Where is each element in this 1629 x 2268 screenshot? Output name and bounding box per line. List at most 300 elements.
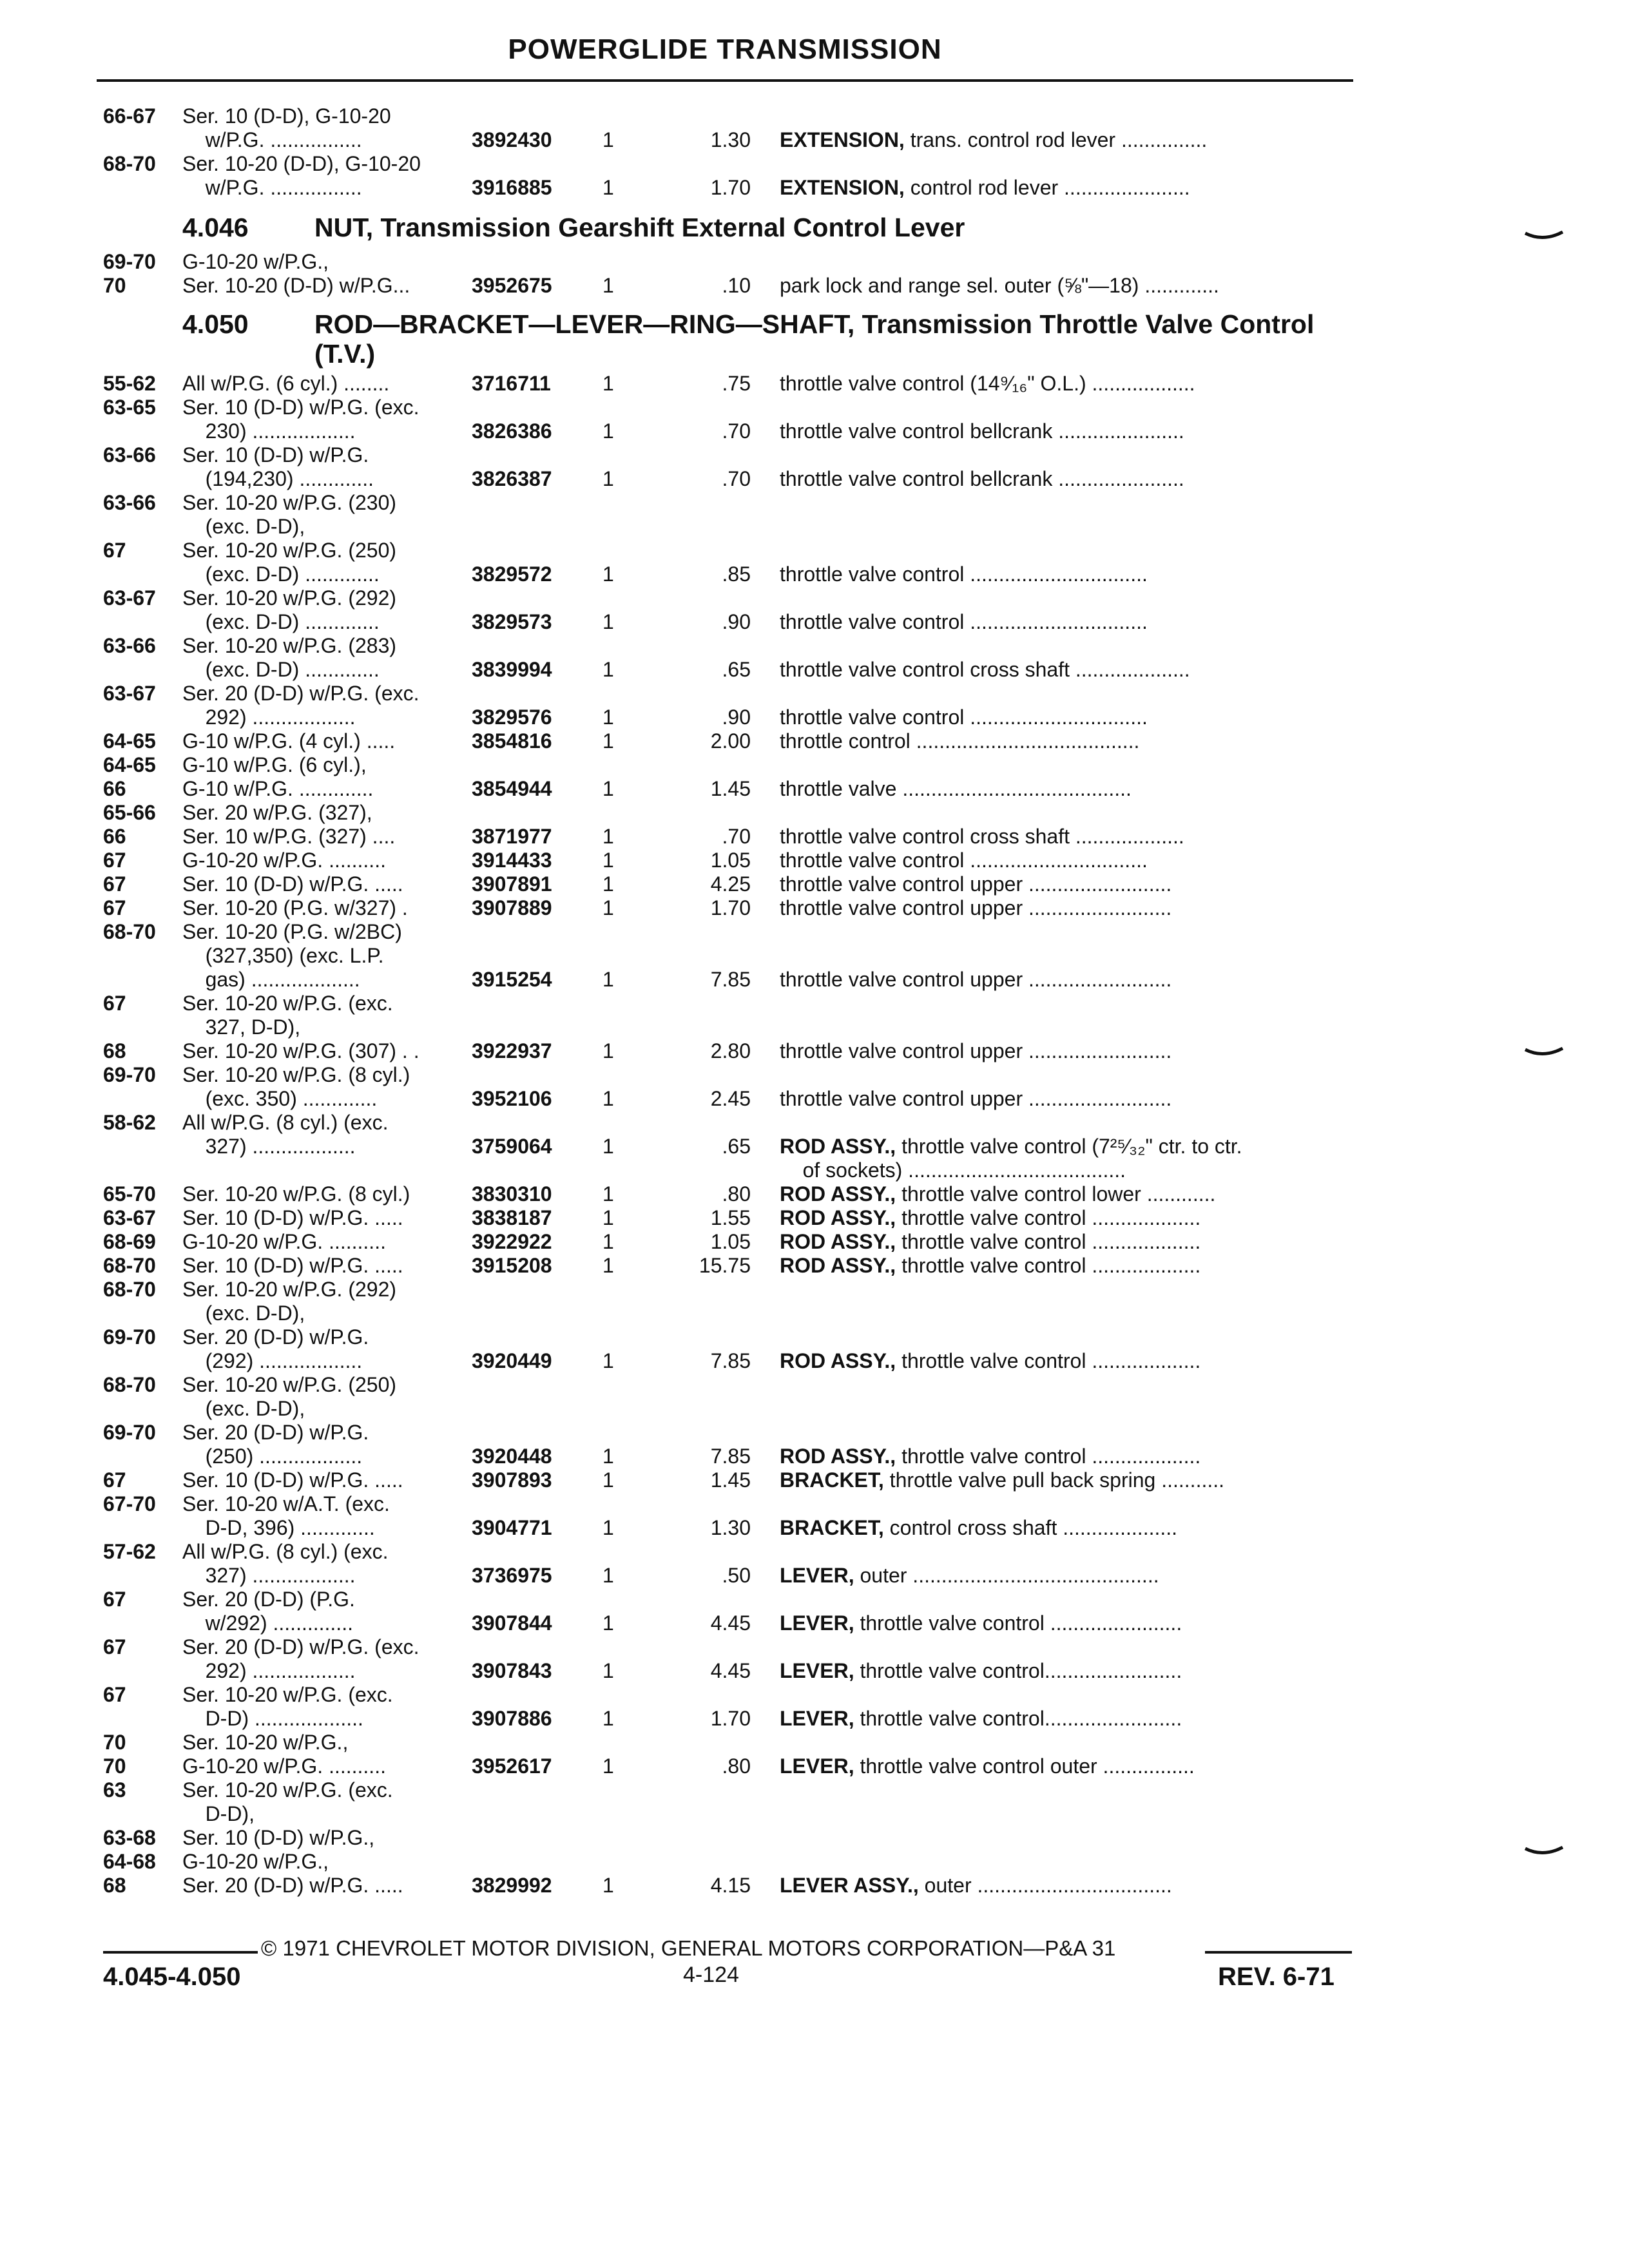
part-description xyxy=(780,1087,1347,1111)
model-application: Ser. 20 (D-D) (P.G. xyxy=(182,1588,355,1611)
price: 4.45 xyxy=(710,1659,751,1682)
description-text: throttle valve control bellcrank ...................... xyxy=(780,419,1184,443)
model-application: All w/P.G. (6 cyl.) ........ xyxy=(182,372,390,395)
quantity: 1 xyxy=(602,825,614,848)
model-application: Ser. 20 (D-D) w/P.G. (exc. xyxy=(182,682,419,705)
model-years: 63-67 xyxy=(103,586,156,610)
part-description xyxy=(780,1754,1347,1778)
price: 4.15 xyxy=(710,1874,751,1897)
part-number: 3759064 xyxy=(472,1135,552,1158)
part-description xyxy=(780,658,1347,682)
model-application: (exc. 350) ............. xyxy=(182,1087,378,1110)
model-years: 63-68 xyxy=(103,1826,156,1849)
price: 1.30 xyxy=(710,1516,751,1539)
model-years: 66 xyxy=(103,777,126,800)
description-text: throttle valve control upper ......................... xyxy=(780,1039,1172,1062)
quantity: 1 xyxy=(602,968,614,991)
model-application: Ser. 10-20 w/P.G. (8 cyl.) xyxy=(182,1182,410,1206)
model-years: 55-62 xyxy=(103,372,156,395)
footer-copyright: © 1971 CHEVROLET MOTOR DIVISION, GENERAL MOTORS CORPORATION—P&A 31 xyxy=(261,1936,1116,1960)
quantity: 1 xyxy=(602,562,614,586)
model-application: Ser. 10-20 w/P.G. (8 cyl.) xyxy=(182,1063,410,1086)
price: .85 xyxy=(722,562,751,586)
model-years: 68-70 xyxy=(103,152,156,175)
model-years: 68-70 xyxy=(103,1373,156,1396)
part-description xyxy=(780,1039,1347,1063)
part-number: 3914433 xyxy=(472,849,552,872)
model-application: G-10 w/P.G. (6 cyl.), xyxy=(182,753,367,776)
model-years: 64-68 xyxy=(103,1850,156,1873)
section-number: 4.050 xyxy=(182,309,249,339)
model-application: Ser. 10-20 w/P.G., xyxy=(182,1731,349,1754)
model-application: (194,230) ............. xyxy=(182,467,374,490)
price: 1.70 xyxy=(710,896,751,919)
quantity: 1 xyxy=(602,1874,614,1897)
part-name: ROD ASSY., xyxy=(780,1135,896,1158)
model-years: 67 xyxy=(103,849,126,872)
model-application: Ser. 20 (D-D) w/P.G. xyxy=(182,1325,369,1349)
quantity: 1 xyxy=(602,467,614,490)
quantity: 1 xyxy=(602,1230,614,1253)
description-text: throttle valve control lower ............ xyxy=(896,1182,1216,1206)
description-text: throttle valve control ................... xyxy=(896,1445,1201,1468)
model-application: Ser. 10 (D-D) w/P.G. (exc. xyxy=(182,396,419,419)
model-years: 67 xyxy=(103,1588,126,1611)
price: .80 xyxy=(722,1754,751,1778)
part-description xyxy=(780,1611,1347,1635)
model-application: Ser. 10-20 (D-D) w/P.G... xyxy=(182,274,410,297)
part-number: 3829576 xyxy=(472,706,552,729)
part-description xyxy=(780,1516,1347,1540)
description-text: throttle valve control........................ xyxy=(854,1659,1182,1682)
model-years: 63-67 xyxy=(103,682,156,705)
model-years: 69-70 xyxy=(103,1421,156,1444)
quantity: 1 xyxy=(602,176,614,199)
part-number: 3920449 xyxy=(472,1349,552,1372)
model-application: Ser. 10-20 (D-D), G-10-20 xyxy=(182,152,421,175)
part-name: EXTENSION, xyxy=(780,176,905,199)
footer-section-range: 4.045-4.050 xyxy=(103,1963,241,1991)
part-number: 3907843 xyxy=(472,1659,552,1682)
margin-tick-mark xyxy=(1524,1846,1564,1859)
quantity: 1 xyxy=(602,896,614,919)
page-title: POWERGLIDE TRANSMISSION xyxy=(508,34,942,65)
model-application: (292) .................. xyxy=(182,1349,363,1372)
model-application: G-10-20 w/P.G., xyxy=(182,1850,329,1873)
part-name: LEVER, xyxy=(780,1659,854,1682)
part-number: 3839994 xyxy=(472,658,552,681)
description-text: trans. control rod lever ............... xyxy=(904,128,1208,151)
model-application: Ser. 10 (D-D) w/P.G. ..... xyxy=(182,1254,403,1277)
model-years: 70 xyxy=(103,1754,126,1778)
description-text: throttle valve ........................................ xyxy=(780,777,1132,800)
price: .50 xyxy=(722,1564,751,1587)
description-text: throttle valve control ............................... xyxy=(780,610,1148,633)
model-application: (exc. D-D) ............. xyxy=(182,610,380,633)
model-years: 68-70 xyxy=(103,1278,156,1301)
model-years: 63-66 xyxy=(103,443,156,466)
part-name: LEVER, xyxy=(780,1707,854,1730)
quantity: 1 xyxy=(602,849,614,872)
description-text: throttle valve control ....................... xyxy=(854,1611,1182,1635)
part-number: 3904771 xyxy=(472,1516,552,1539)
part-number: 3826386 xyxy=(472,419,552,443)
quantity: 1 xyxy=(602,777,614,800)
part-number: 3915208 xyxy=(472,1254,552,1277)
part-number: 3922937 xyxy=(472,1039,552,1062)
part-number: 3826387 xyxy=(472,467,552,490)
part-number: 3829992 xyxy=(472,1874,552,1897)
price: 4.45 xyxy=(710,1611,751,1635)
footer-page-number: 4-124 xyxy=(683,1963,739,1987)
part-description xyxy=(780,872,1347,896)
part-number: 3907844 xyxy=(472,1611,552,1635)
margin-tick-mark xyxy=(1524,231,1564,244)
price: 4.25 xyxy=(710,872,751,896)
description-text: throttle valve control ................... xyxy=(896,1206,1201,1229)
part-number: 3736975 xyxy=(472,1564,552,1587)
model-application: 230) .................. xyxy=(182,419,356,443)
part-description xyxy=(780,706,1347,729)
model-application: Ser. 10-20 w/P.G. (250) xyxy=(182,539,397,562)
part-description xyxy=(780,372,1347,396)
model-application: Ser. 10 (D-D) w/P.G. ..... xyxy=(182,1468,403,1492)
description-text: throttle valve control upper ......................... xyxy=(780,1087,1172,1110)
model-years: 68-70 xyxy=(103,1254,156,1277)
quantity: 1 xyxy=(602,274,614,297)
quantity: 1 xyxy=(602,872,614,896)
price: 1.70 xyxy=(710,176,751,199)
model-application: Ser. 10 (D-D) w/P.G., xyxy=(182,1826,375,1849)
model-application: Ser. 10-20 w/A.T. (exc. xyxy=(182,1492,390,1515)
part-name: LEVER ASSY., xyxy=(780,1874,919,1897)
part-name: LEVER, xyxy=(780,1611,854,1635)
part-description xyxy=(780,968,1347,992)
model-application: Ser. 10-20 w/P.G. (292) xyxy=(182,1278,397,1301)
quantity: 1 xyxy=(602,1182,614,1206)
part-number: 3916885 xyxy=(472,176,552,199)
description-text: throttle valve control (7²⁵⁄₃₂" ctr. to ctr. xyxy=(896,1135,1242,1158)
model-years: 68-70 xyxy=(103,920,156,943)
quantity: 1 xyxy=(602,1135,614,1158)
model-application: Ser. 20 (D-D) w/P.G. (exc. xyxy=(182,1635,419,1658)
part-description xyxy=(780,1874,1347,1898)
model-years: 66-67 xyxy=(103,104,156,128)
model-application: D-D, 396) ............. xyxy=(182,1516,375,1539)
model-application: Ser. 10-20 w/P.G. (250) xyxy=(182,1373,397,1396)
description-text: throttle valve control ................... xyxy=(896,1254,1201,1277)
price: .70 xyxy=(722,419,751,443)
model-application: Ser. 10-20 w/P.G. (exc. xyxy=(182,992,393,1015)
section-number: 4.046 xyxy=(182,213,249,242)
model-application: Ser. 10-20 w/P.G. (292) xyxy=(182,586,397,610)
description-text: outer ........................................... xyxy=(854,1564,1159,1587)
part-number: 3907889 xyxy=(472,896,552,919)
part-description xyxy=(780,825,1347,849)
model-years: 58-62 xyxy=(103,1111,156,1134)
model-application: (exc. D-D), xyxy=(182,515,305,538)
quantity: 1 xyxy=(602,1754,614,1778)
model-years: 70 xyxy=(103,274,126,297)
part-name: BRACKET, xyxy=(780,1516,884,1539)
price: .90 xyxy=(722,610,751,633)
part-description xyxy=(780,274,1347,298)
part-number: 3871977 xyxy=(472,825,552,848)
quantity: 1 xyxy=(602,658,614,681)
description-text: throttle valve pull back spring ........... xyxy=(883,1468,1225,1492)
model-application: Ser. 10-20 w/P.G. (exc. xyxy=(182,1683,393,1706)
model-application: Ser. 10-20 (P.G. w/2BC) xyxy=(182,920,402,943)
model-application: Ser. 10 (D-D) w/P.G. ..... xyxy=(182,872,403,896)
quantity: 1 xyxy=(602,1254,614,1277)
model-application: (exc. D-D) ............. xyxy=(182,658,380,681)
footer-rule-left xyxy=(103,1951,258,1954)
model-application: 292) .................. xyxy=(182,706,356,729)
model-application: D-D), xyxy=(182,1802,255,1825)
model-application: G-10-20 w/P.G. .......... xyxy=(182,1230,386,1253)
part-description xyxy=(780,1564,1347,1588)
model-application: w/292) .............. xyxy=(182,1611,353,1635)
model-application: Ser. 10 w/P.G. (327) .... xyxy=(182,825,396,848)
model-application: G-10 w/P.G. ............. xyxy=(182,777,374,800)
price: 2.00 xyxy=(710,729,751,753)
part-description xyxy=(780,176,1347,200)
quantity: 1 xyxy=(602,1659,614,1682)
quantity: 1 xyxy=(602,1349,614,1372)
description-text: throttle valve control (14⁹⁄₁₆" O.L.) .................. xyxy=(780,372,1195,395)
model-years: 69-70 xyxy=(103,250,156,273)
model-years: 67-70 xyxy=(103,1492,156,1515)
part-number: 3915254 xyxy=(472,968,552,991)
footer-rule-right xyxy=(1205,1951,1352,1954)
model-years: 67 xyxy=(103,992,126,1015)
model-application: Ser. 10-20 w/P.G. (307) . . xyxy=(182,1039,419,1062)
price: 1.70 xyxy=(710,1707,751,1730)
price: .90 xyxy=(722,706,751,729)
model-years: 65-70 xyxy=(103,1182,156,1206)
part-name: EXTENSION, xyxy=(780,128,905,151)
quantity: 1 xyxy=(602,372,614,395)
model-application: All w/P.G. (8 cyl.) (exc. xyxy=(182,1111,389,1134)
part-number: 3716711 xyxy=(472,372,551,395)
part-description xyxy=(780,1707,1347,1731)
model-years: 67 xyxy=(103,1635,126,1658)
part-description xyxy=(780,1445,1347,1468)
model-years: 67 xyxy=(103,872,126,896)
part-description xyxy=(780,1659,1347,1683)
model-application: D-D) ................... xyxy=(182,1707,363,1730)
description-text: park lock and range sel. outer (⅝"—18) ............. xyxy=(780,274,1219,297)
part-name: ROD ASSY., xyxy=(780,1445,896,1468)
part-number: 3907886 xyxy=(472,1707,552,1730)
model-application: All w/P.G. (8 cyl.) (exc. xyxy=(182,1540,389,1563)
model-application: w/P.G. ................ xyxy=(182,176,362,199)
quantity: 1 xyxy=(602,1707,614,1730)
part-description xyxy=(780,1349,1347,1373)
model-application: Ser. 10 (D-D) w/P.G. ..... xyxy=(182,1206,403,1229)
model-application: w/P.G. ................ xyxy=(182,128,362,151)
model-application: (exc. D-D), xyxy=(182,1397,305,1420)
part-number: 3907893 xyxy=(472,1468,552,1492)
price: 1.45 xyxy=(710,777,751,800)
description-text: throttle valve control outer ................ xyxy=(854,1754,1195,1778)
quantity: 1 xyxy=(602,1206,614,1229)
part-description xyxy=(780,1158,1347,1182)
part-description xyxy=(780,1182,1347,1206)
price: .75 xyxy=(722,372,751,395)
part-number: 3920448 xyxy=(472,1445,552,1468)
description-text: throttle valve control........................ xyxy=(854,1707,1182,1730)
part-name: ROD ASSY., xyxy=(780,1206,896,1229)
description-text: throttle valve control cross shaft .................... xyxy=(780,658,1190,681)
quantity: 1 xyxy=(602,706,614,729)
description-text: throttle control ....................................... xyxy=(780,729,1140,753)
model-years: 63 xyxy=(103,1778,126,1802)
part-name: ROD ASSY., xyxy=(780,1254,896,1277)
quantity: 1 xyxy=(602,729,614,753)
section-title: ROD—BRACKET—LEVER—RING—SHAFT, Transmission Throttle Valve Control (T.V.) xyxy=(314,309,1315,369)
margin-tick-mark xyxy=(1524,1047,1564,1060)
model-years: 64-65 xyxy=(103,753,156,776)
section-title: NUT, Transmission Gearshift External Control Lever xyxy=(314,213,965,242)
price: .70 xyxy=(722,467,751,490)
part-description xyxy=(780,610,1347,634)
quantity: 1 xyxy=(602,1445,614,1468)
model-application: (exc. D-D), xyxy=(182,1302,305,1325)
part-number: 3829572 xyxy=(472,562,552,586)
model-application: G-10-20 w/P.G. .......... xyxy=(182,1754,386,1778)
part-description xyxy=(780,1230,1347,1254)
part-number: 3907891 xyxy=(472,872,552,896)
model-years: 63-66 xyxy=(103,491,156,514)
model-years: 67 xyxy=(103,1683,126,1706)
quantity: 1 xyxy=(602,1087,614,1110)
part-description xyxy=(780,777,1347,801)
description-text: throttle valve control ............................... xyxy=(780,849,1148,872)
price: 7.85 xyxy=(710,968,751,991)
model-years: 63-67 xyxy=(103,1206,156,1229)
quantity: 1 xyxy=(602,419,614,443)
part-name: ROD ASSY., xyxy=(780,1349,896,1372)
description-text: throttle valve control ................... xyxy=(896,1230,1201,1253)
part-description xyxy=(780,419,1347,443)
part-name: LEVER, xyxy=(780,1564,854,1587)
price: .80 xyxy=(722,1182,751,1206)
part-number: 3854816 xyxy=(472,729,552,753)
quantity: 1 xyxy=(602,1516,614,1539)
model-years: 64-65 xyxy=(103,729,156,753)
part-number: 3854944 xyxy=(472,777,552,800)
part-number: 3952617 xyxy=(472,1754,552,1778)
price: .70 xyxy=(722,825,751,848)
price: 2.80 xyxy=(710,1039,751,1062)
model-application: Ser. 10 (D-D), G-10-20 xyxy=(182,104,391,128)
model-application: Ser. 10-20 w/P.G. (230) xyxy=(182,491,397,514)
model-application: Ser. 20 w/P.G. (327), xyxy=(182,801,372,824)
part-number: 3892430 xyxy=(472,128,552,151)
description-text: outer .................................. xyxy=(918,1874,1172,1897)
quantity: 1 xyxy=(602,1039,614,1062)
part-name: BRACKET, xyxy=(780,1468,884,1492)
model-years: 69-70 xyxy=(103,1325,156,1349)
model-application: G-10-20 w/P.G., xyxy=(182,250,329,273)
quantity: 1 xyxy=(602,1468,614,1492)
price: .10 xyxy=(722,274,751,297)
model-years: 66 xyxy=(103,825,126,848)
price: .65 xyxy=(722,658,751,681)
quantity: 1 xyxy=(602,610,614,633)
model-years: 68 xyxy=(103,1874,126,1897)
price: 15.75 xyxy=(699,1254,751,1277)
model-application: 292) .................. xyxy=(182,1659,356,1682)
part-name: LEVER, xyxy=(780,1754,854,1778)
description-text: control cross shaft .................... xyxy=(883,1516,1178,1539)
description-text: throttle valve control cross shaft ................... xyxy=(780,825,1184,848)
part-number: 3830310 xyxy=(472,1182,552,1206)
part-description xyxy=(780,896,1347,920)
model-years: 67 xyxy=(103,896,126,919)
model-application: Ser. 20 (D-D) w/P.G. xyxy=(182,1421,369,1444)
description-text: throttle valve control upper ......................... xyxy=(780,872,1172,896)
model-years: 70 xyxy=(103,1731,126,1754)
model-application: 327) .................. xyxy=(182,1564,356,1587)
part-description xyxy=(780,128,1347,152)
part-description xyxy=(780,849,1347,872)
model-years: 69-70 xyxy=(103,1063,156,1086)
part-description xyxy=(780,1135,1347,1158)
model-application: gas) ................... xyxy=(182,968,360,991)
model-application: 327, D-D), xyxy=(182,1015,301,1039)
price: 1.45 xyxy=(710,1468,751,1492)
model-application: Ser. 20 (D-D) w/P.G. ..... xyxy=(182,1874,403,1897)
part-description xyxy=(780,562,1347,586)
description-text: of sockets) ...................................... xyxy=(780,1158,1126,1182)
model-application: 327) .................. xyxy=(182,1135,356,1158)
quantity: 1 xyxy=(602,1611,614,1635)
part-name: ROD ASSY., xyxy=(780,1182,896,1206)
description-text: throttle valve control bellcrank ...................... xyxy=(780,467,1184,490)
model-application: G-10 w/P.G. (4 cyl.) ..... xyxy=(182,729,396,753)
model-application: G-10-20 w/P.G. .......... xyxy=(182,849,386,872)
part-number: 3838187 xyxy=(472,1206,552,1229)
description-text: throttle valve control ............................... xyxy=(780,562,1148,586)
part-name: ROD ASSY., xyxy=(780,1230,896,1253)
price: 2.45 xyxy=(710,1087,751,1110)
model-years: 67 xyxy=(103,1468,126,1492)
model-application: (327,350) (exc. L.P. xyxy=(182,944,384,967)
part-number: 3922922 xyxy=(472,1230,552,1253)
quantity: 1 xyxy=(602,128,614,151)
model-years: 68-69 xyxy=(103,1230,156,1253)
part-description xyxy=(780,1206,1347,1230)
part-description xyxy=(780,467,1347,491)
model-years: 65-66 xyxy=(103,801,156,824)
model-years: 63-65 xyxy=(103,396,156,419)
price: 1.05 xyxy=(710,1230,751,1253)
model-application: Ser. 10-20 w/P.G. (exc. xyxy=(182,1778,393,1802)
quantity: 1 xyxy=(602,1564,614,1587)
model-years: 57-62 xyxy=(103,1540,156,1563)
model-years: 68 xyxy=(103,1039,126,1062)
description-text: throttle valve control ............................... xyxy=(780,706,1148,729)
part-description xyxy=(780,1468,1347,1492)
model-application: (exc. D-D) ............. xyxy=(182,562,380,586)
price: 7.85 xyxy=(710,1445,751,1468)
description-text: throttle valve control upper ......................... xyxy=(780,896,1172,919)
model-years: 63-66 xyxy=(103,634,156,657)
price: 1.55 xyxy=(710,1206,751,1229)
footer-revision: REV. 6-71 xyxy=(1218,1963,1335,1991)
